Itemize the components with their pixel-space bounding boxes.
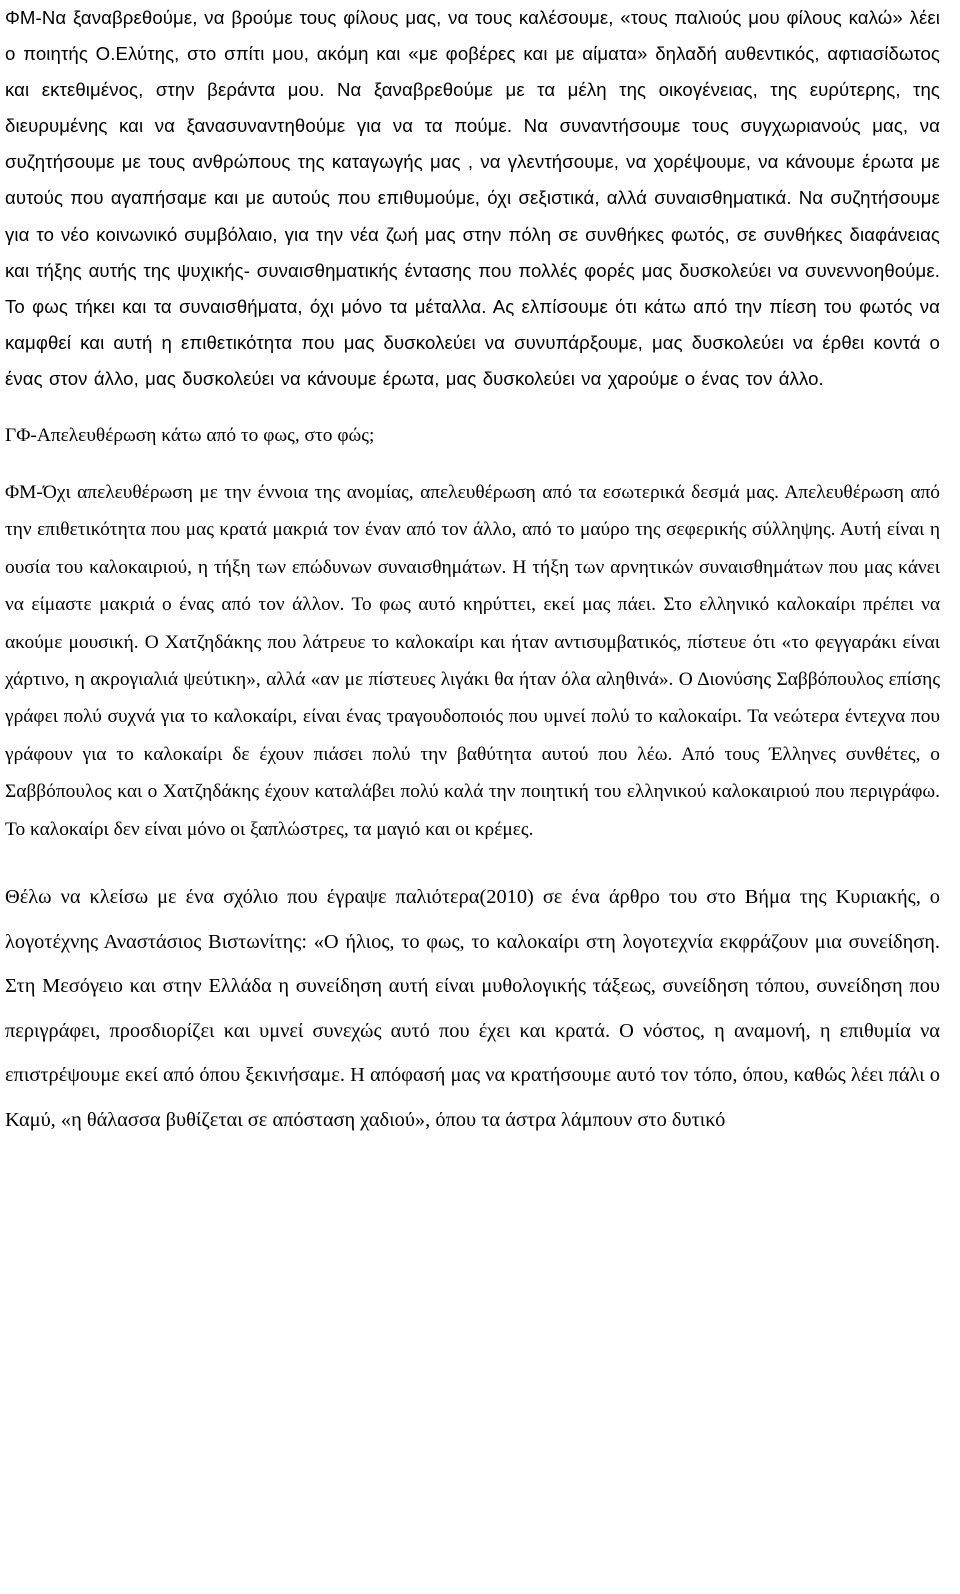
paragraph-interview-answer-2: ΦΜ-Όχι απελευθέρωση με την έννοια της ανομίας, απελευθέρωση από τα εσωτερικά δεσμά μας. Απελευθέρωση από την επιθετικότητα που μας κρατά μακριά τον έναν από τον άλλο, από το μαύρο της σεφερικής σύλληψης. Αυτή είναι η ουσία του καλοκαιριού, η τήξη των επώδυνων συναισθημάτων. Η τήξη των αρνητικών συναισθημάτων που μας κάνει να είμαστε μακριά ο ένας από τον άλλον. Το φως αυτό κηρύττει, εκεί μας πάει. Στο ελληνικό καλοκαίρι πρέπει να ακούμε μουσική. Ο Χατζηδάκης που λάτρευε το καλοκαίρι και ήταν αντισυμβατικός, πίστευε ότι «το φεγγαράκι είναι χάρτινο, η ακρογιαλιά ψεύτικη», αλλά «αν με πίστευες λιγάκι θα ήταν όλα αληθινά». Ο Διονύσης Σαββόπουλος επίσης γράφει πολύ συχνά για το καλοκαίρι, είναι ένας τραγουδοποιός που υμνεί πολύ το καλοκαίρι. Τα νεώτερα έντεχνα που γράφουν για το καλοκαίρι δε έχουν πιάσει πολύ την βαθύτητα αυτού που λέω. Από τους Έλληνες συνθέτες, ο Σαββόπουλος και ο Χατζηδάκης έχουν καταλάβει πολύ καλά την ποιητική του ελληνικού καλοκαιριού που περιγράφω. Το καλοκαίρι δεν είναι μόνο οι ξαπλώστρες, τα μαγιό και οι κρέμες. bbox=[5, 482, 940, 840]
document-page bbox=[5, 0, 940, 1142]
paragraph-closing-quote: Θέλω να κλείσω με ένα σχόλιο που έγραψε παλιότερα(2010) σε ένα άρθρο του στο Βήμα της Κυριακής, ο λογοτέχνης Αναστάσιος Βιστωνίτης: «Ο ήλιος, το φως, το καλοκαίρι στη λογοτεχνία εκφράζουν μια συνείδηση. Στη Μεσόγειο και στην Ελλάδα η συνείδηση αυτή είναι μυθολογικής τάξεως, συνείδηση τόπου, συνείδηση που περιγράφει, προσδιορίζει και υμνεί συνεχώς αυτό που έχει και κρατά. Ο νόστος, η αναμονή, η επιθυμία να επιστρέψουμε εκεί από όπου ξεκινήσαμε. Η απόφασή μας να κρατήσουμε αυτό τον τόπο, όπου, καθώς λέει πάλι ο Καμύ, «η θάλασσα βυθίζεται σε απόσταση χαδιού», όπου τα άστρα λάμπουν στο δυτικό bbox=[5, 886, 940, 1131]
paragraph-interview-answer-1: ΦΜ-Να ξαναβρεθούμε, να βρούμε τους φίλους μας, να τους καλέσουμε, «τους παλιούς μου φίλους καλώ» λέει ο ποιητής Ο.Ελύτης, στο σπίτι μου, ακόμη και «με φοβέρες και με αίματα» δηλαδή αυθεντικός, αφτιασίδωτος και εκτεθιμένος, στην βεράντα μου. Να ξαναβρεθούμε με τα μέλη της οικογένειας, της ευρύτερης, της διευρυμένης και να ξανασυναντηθούμε για να τα πούμε. Να συναντήσουμε τους συγχωριανούς μας, να συζητήσουμε με τους ανθρώπους της καταγωγής μας , να γλεντήσουμε, να χορέψουμε, να κάνουμε έρωτα με αυτούς που αγαπήσαμε και με αυτούς που επιθυμούμε, όχι σεξιστικά, αλλά συναισθηματικά. Να συζητήσουμε για το νέο κοινωνικό συμβόλαιο, για την νέα ζωή μας στην πόλη σε συνθήκες φωτός, σε συνθήκες διαφάνειας και τήξης αυτής της ψυχικής- συναισθηματικής έντασης που πολλές φορές μας δυσκολεύει να συνεννοηθούμε. Το φως τήκει και τα συναισθήματα, όχι μόνο τα μέταλλα. Ας ελπίσουμε ότι κάτω από την πίεση του φωτός να καμφθεί και αυτή η επιθετικότητα που μας δυσκολεύει να συνυπάρξουμε, μας δυσκολεύει να έρθει κοντά ο ένας στον άλλο, μας δυσκολεύει να κάνουμε έρωτα, μας δυσκολεύει να χαρούμε ο ένας τον άλλο. bbox=[5, 7, 940, 389]
paragraph-interview-question: ΓΦ-Απελευθέρωση κάτω από το φως, στο φώς; bbox=[5, 425, 375, 447]
